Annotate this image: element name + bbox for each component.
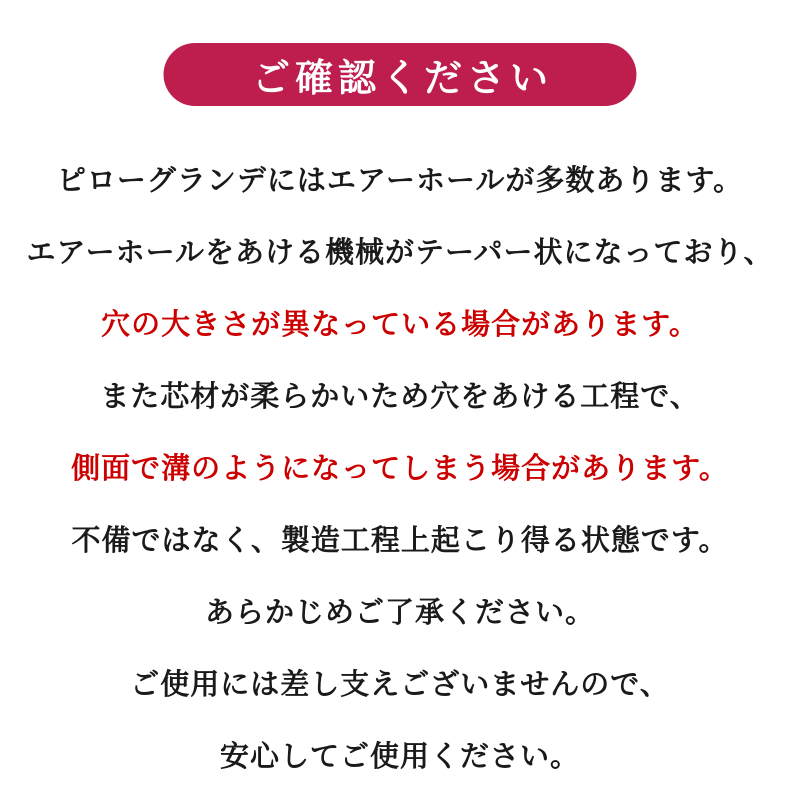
notice-line-4: また芯材が柔らかいため穴をあける工程で、 <box>100 380 700 413</box>
notice-banner-label: ご確認ください <box>251 58 553 100</box>
notice-banner <box>164 43 637 106</box>
notice-line-1: ピローグランデにはエアーホールが多数あります。 <box>56 164 744 197</box>
notice-line-2: エアーホールをあける機械がテーパー状になっており、 <box>26 236 774 269</box>
notice-line-9: 安心してご使用ください。 <box>219 740 580 773</box>
notice-line-3: 穴の大きさが異なっている場合があります。 <box>101 308 699 341</box>
notice-body <box>0 142 800 790</box>
notice-line-8: ご使用には差し支えございませんので、 <box>130 668 670 701</box>
notice-line-7: あらかじめご了承ください。 <box>204 596 595 629</box>
notice-line-5: 側面で溝のようになってしまう場合があります。 <box>71 452 729 485</box>
notice-line-6: 不備ではなく、製造工程上起こり得る状態です。 <box>71 524 729 557</box>
